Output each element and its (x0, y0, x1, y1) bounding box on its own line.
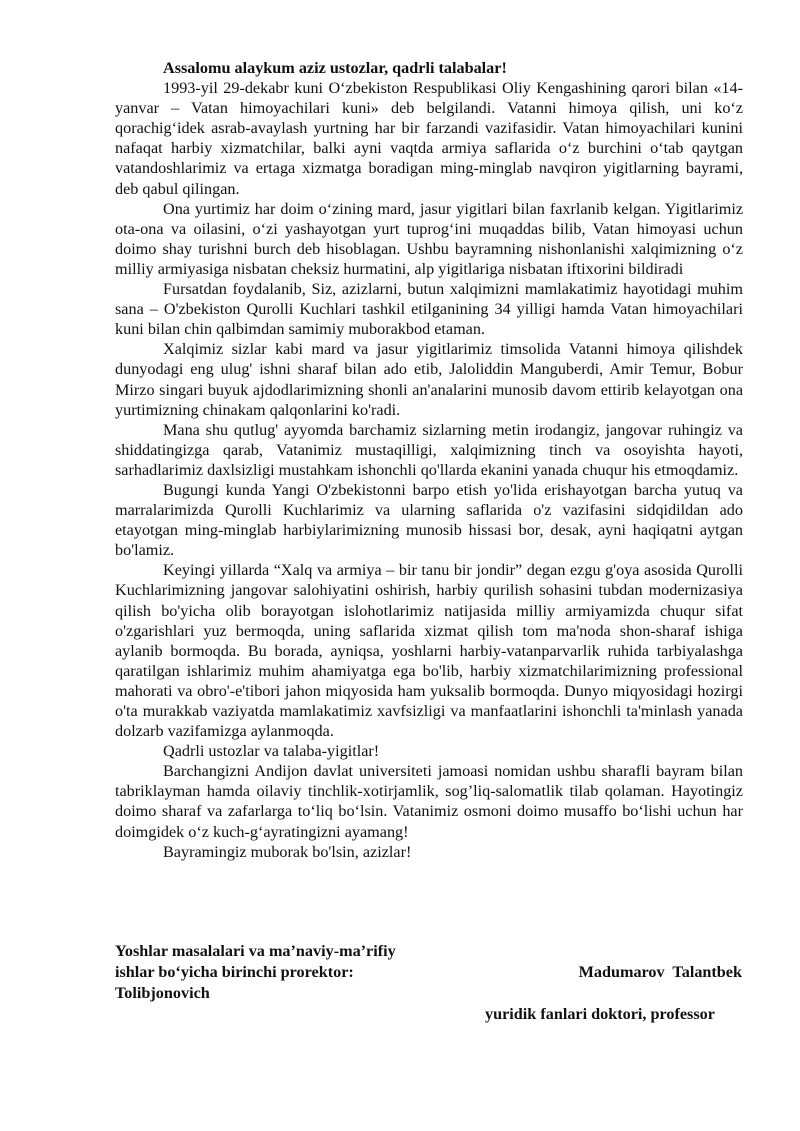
signature-degree: yuridik fanlari doktori, professor (485, 1005, 715, 1023)
paragraph-3: Fursatdan foydalanib, Siz, azizlarni, butun xalqimizni mamlakatimiz hayotidagi muhim sana – O'zbekiston Qurolli Kuchlari tashkil etilganining 34 yilligi hamda Vatan himoyachilari kuni bilan chin qalbimdan samimiy muborakbod etaman. (115, 280, 743, 339)
paragraph-10-closing: Bayramingiz muborak bo'lsin, azizlar! (163, 842, 412, 861)
signature-title-row (115, 962, 755, 983)
letter-body (115, 58, 743, 862)
paragraph-9: Barchangizni Andijon davlat universiteti jamoasi nomidan ushbu sharafli bayram bilan tabriklayman hamda oilaviy tinchlik-xotirjamlik, sog’liq-salomatlik tilab qolaman. Hayotingiz doimo sharaf va zafarlarga to‘liq bo‘lsin. Vatanimiz osmoni doimo musaffo bo‘lishi uchun har doimgidek o‘z kuch-g‘ayratingizni ayamang! (115, 762, 743, 841)
signature-title-line-2: ishlar bo‘yicha birinchi prorektor: (115, 963, 354, 981)
paragraph-1: 1993-yil 29-dekabr kuni O‘zbekiston Respublikasi Oliy Kengashining qarori bilan «14-yanvar – Vatan himoyachilari kuni» deb belgilandi. Vatanni himoya qilish, uni ko‘z qorachig‘idek asrab-avaylash yurtning har bir farzandi vazifasidir. Vatan himoyachilari kunini nafaqat harbiy xizmatchilar, balki ayni vaqtda armiya saflarida o‘z burchini o‘tab qaytgan vatandoshlarimiz va ertaga xizmatga boradigan ming-minglab navqiron yigitlarning bayrami, deb qabul qilingan. (115, 79, 743, 198)
paragraph-5: Mana shu qutlug' ayyomda barchamiz sizlarning metin irodangiz, jangovar ruhingiz va shiddatingizga qarab, Vatanimiz mustaqilligi, xalqimizning tinch va osoyishta hayoti, sarhadlarimiz daxlsizligi mustahkam ishonchli qo'llarda ekanini yanada chuqur his etmoqdamiz. (115, 420, 743, 479)
paragraph-8-address: Qadrli ustozlar va talaba-yigitlar! (163, 742, 380, 761)
paragraph-4: Xalqimiz sizlar kabi mard va jasur yigitlarimiz timsolida Vatanni himoya qilishdek dunyodagi eng ulug' ishni sharaf bilan ado etib, Jaloliddin Manguberdi, Amir Temur, Bobur Mirzo singari buyuk ajdodlarimizning shonli an'analarini munosib davom ettirib kelayotgan ona yurtimizning chinakam qalqonlarini ko'radi. (115, 340, 743, 419)
greeting-heading: Assalomu alaykum aziz ustozlar, qadrli talabalar! (163, 59, 507, 77)
paragraph-6: Bugungi kunda Yangi O'zbekistonni barpo etish yo'lida erishayotgan barcha yutuq va marralarimizda Qurolli Kuchlarimiz va ularning saflarida o'z vazifasini sidqidildan ado etayotgan ming-minglab harbiylarimizning munosib hissasi bor, desak, ayni haqiqatni aytgan bo'lamiz. (115, 480, 743, 560)
paragraph-7: Keyingi yillarda “Xalq va armiya – bir tanu bir jondir” degan ezgu g'oya asosida Qurolli Kuchlarimizning jangovar salohiyatini oshirish, harbiy qurilish sohasini tubdan modernizasiya qilish bo'yicha olib borayotgan islohotlarimiz natijasida milliy armiyamizda chuqur sifat o'zgarishlari yuz bermoqda, uning saflarida xizmat qilish tom ma'noda shon-sharaf ishiga aylanib bormoqda. Bu borada, ayniqsa, yoshlarni harbiy-vatanparvarlik ruhida tarbiyalashga qaratilgan ishlarimiz muhim ahamiyatga ega bo'lib, harbiy xizmatchilarimizning professional mahorati va obro'-e'tibori jahon miqyosida ham yuksalib bormoqda. Dunyo miqyosidagi hozirgi o'ta murakkab vaziyatda mamlakatimiz xavfsizligi va manfaatlarini ishonchli ta'minlash yanada dolzarb vazifamizga aylanmoqda. (115, 561, 743, 741)
paragraph-2: Ona yurtimiz har doim o‘zining mard, jasur yigitlari bilan faxrlanib kelgan. Yigitlarimiz ota-ona va oilasini, o‘zi yashayotgan yurt tuprog‘ini muqaddas bilib, Vatan himoyasi uchun doimo shay turishni burch deb hisoblagan. Ushbu bayramning nishonlanishi xalqimizning o‘z milliy armiyasiga nisbatan cheksiz hurmatini, alp yigitlariga nisbatan iftixorini bildiradi (115, 199, 743, 278)
signature-name: Madumarov Talantbek (578, 963, 742, 981)
signature-block (115, 941, 755, 1023)
signature-title-line-1: Yoshlar masalalari va ma’naviy-ma’rifiy (115, 942, 396, 960)
signature-patronymic: Tolibjonovich (115, 984, 210, 1002)
